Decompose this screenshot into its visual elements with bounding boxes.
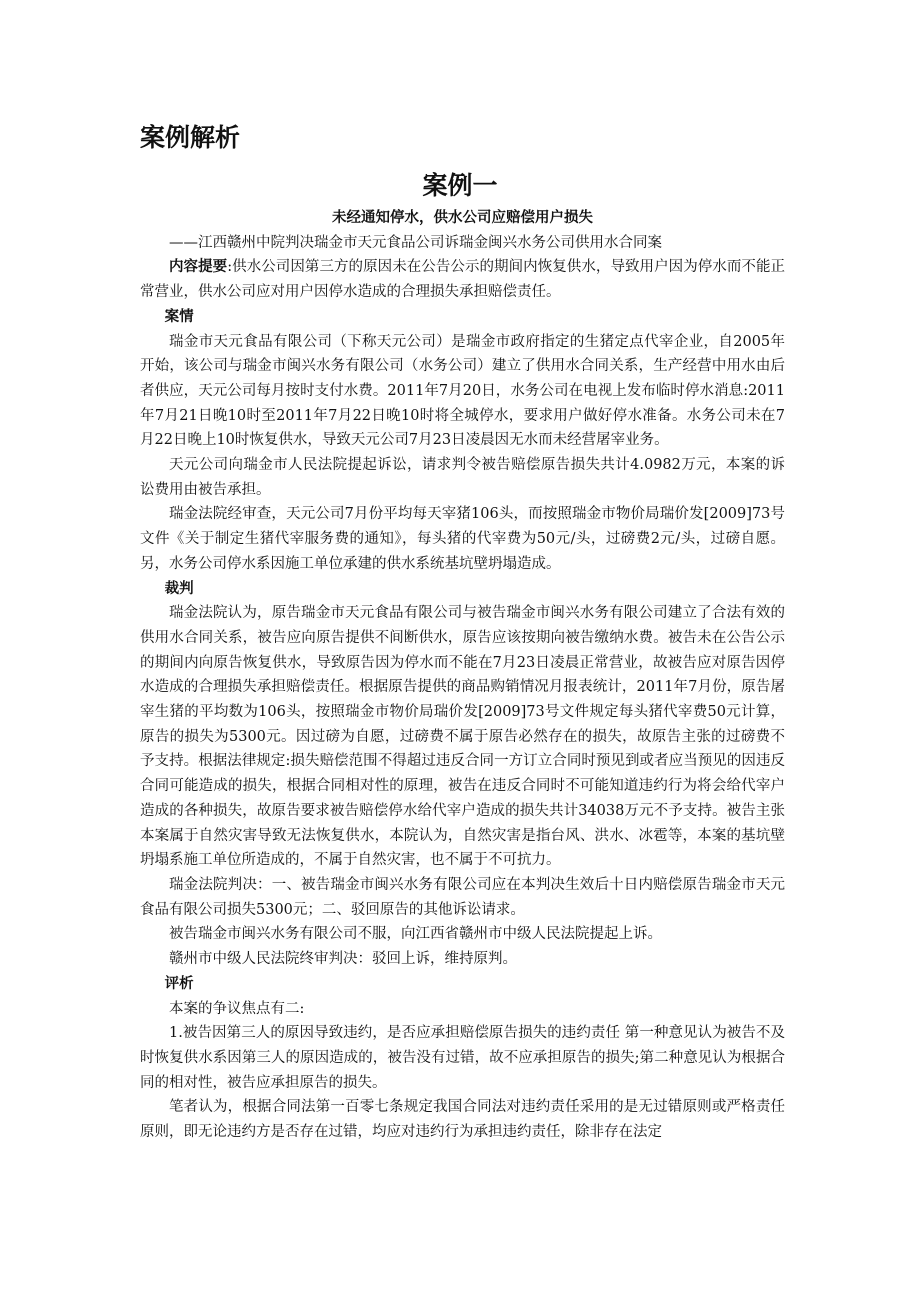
case-subtitle: 未经通知停水，供水公司应赔偿用户损失 — [332, 210, 593, 226]
judgment-paragraph: 瑞金法院判决：一、被告瑞金市闽兴水务有限公司应在本判决生效后十日内赔偿原告瑞金市天元食品有限公司损失5300元；二、驳回原告的其他诉讼请求。 — [140, 876, 785, 918]
section-heading-facts: 案情 — [164, 308, 194, 325]
analysis-paragraph: 1.被告因第三人的原因导致违约，是否应承担赔偿原告损失的违约责任 第一种意见认为被告不及时恢复供水系因第三人的原因造成的，被告没有过错，故不应承担原告的损失;第二种意见认为根据合同的相对性，被告应承担原告的损失。 — [140, 1025, 785, 1091]
facts-paragraph: 瑞金市天元食品有限公司（下称天元公司）是瑞金市政府指定的生猪定点代宰企业，自2005年开始，该公司与瑞金市闽兴水务有限公司（水务公司）建立了供用水合同关系，生产经营中用水由后者供应，天元公司每月按时支付水费。2011年7月20日，水务公司在电视上发布临时停水消息:2011年7月21日晚10时至2011年7月22日晚10时将全城停水，要求用户做好停水准备。水务公司未在7月22日晚上10时恢复供水，导致天元公司7月23日凌晨因无水而未经营屠宰业务。 — [140, 333, 785, 449]
document-body — [140, 206, 785, 1145]
summary-label: 内容提要 — [169, 259, 228, 276]
case-subtitle-secondary: ——江西赣州中院判决瑞金市天元食品公司诉瑞金闽兴水务公司供用水合同案 — [169, 234, 662, 251]
analysis-paragraph: 本案的争议焦点有二: — [169, 1000, 305, 1017]
document-title: 案例解析 — [140, 123, 241, 152]
analysis-paragraph: 笔者认为，根据合同法第一百零七条规定我国合同法对违约责任采用的是无过错原则或严格责任原则，即无论违约方是否存在过错，均应对违约行为承担违约责任，除非存在法定 — [140, 1099, 785, 1141]
facts-paragraph: 瑞金法院经审查，天元公司7月份平均每天宰猪106头，而按照瑞金市物价局瑞价发[2009]73号文件《关于制定生猪代宰服务费的通知》，每头猪的代宰费为50元/头，过磅费2元/头，过磅自愿。另，水务公司停水系因施工单位承建的供水系统基坑壁坍塌造成。 — [140, 506, 785, 572]
section-heading-analysis: 评析 — [164, 975, 194, 992]
summary-paragraph — [140, 255, 785, 304]
facts-paragraph: 天元公司向瑞金市人民法院提起诉讼，请求判令被告赔偿原告损失共计4.0982万元，本案的诉讼费用由被告承担。 — [140, 457, 785, 498]
judgment-paragraph: 被告瑞金市闽兴水务有限公司不服，向江西省赣州市中级人民法院提起上诉。 — [169, 926, 662, 943]
judgment-paragraph: 瑞金法院认为，原告瑞金市天元食品有限公司与被告瑞金市闽兴水务有限公司建立了合法有效的供用水合同关系，被告应向原告提供不间断供水，原告应该按期向被告缴纳水费。被告未在公告公示的期间内向原告恢复供水，导致原告因为停水而不能在7月23日凌晨正常营业，故被告应对原告因停水造成的合理损失承担赔偿责任。根据原告提供的商品购销情况月报表统计，2011年7月份，原告屠宰生猪的平均数为106头，按照瑞金市物价局瑞价发[2009]73号文件规定每头猪代宰费50元计算，原告的损失为5300元。因过磅为自愿，过磅费不属于原告必然存在的损失，故原告主张的过磅费不予支持。根据法律规定:损失赔偿范围不得超过违反合同一方订立合同时预见到或者应当预见的因违反合同可能造成的损失，根据合同相对性的原理，被告在违反合同时不可能知道违约行为将会给代宰户造成的各种损失，故原告要求被告赔偿停水给代宰户造成的损失共计34038万元不予支持。被告主张本案属于自然灾害导致无法恢复供水，本院认为，自然灾害是指台风、洪水、冰雹等，本案的基坑壁坍塌系施工单位所造成的，不属于自然灾害，也不属于不可抗力。 — [140, 605, 785, 869]
summary-text: :供水公司因第三方的原因未在公告公示的期间内恢复供水，导致用户因为停水而不能正常营业，供水公司应对用户因停水造成的合理损失承担赔偿责任。 — [140, 259, 785, 301]
section-heading-judgment: 裁判 — [164, 580, 194, 597]
case-heading: 案例一 — [422, 171, 498, 200]
judgment-paragraph: 赣州市中级人民法院终审判决：驳回上诉，维持原判。 — [169, 951, 517, 968]
